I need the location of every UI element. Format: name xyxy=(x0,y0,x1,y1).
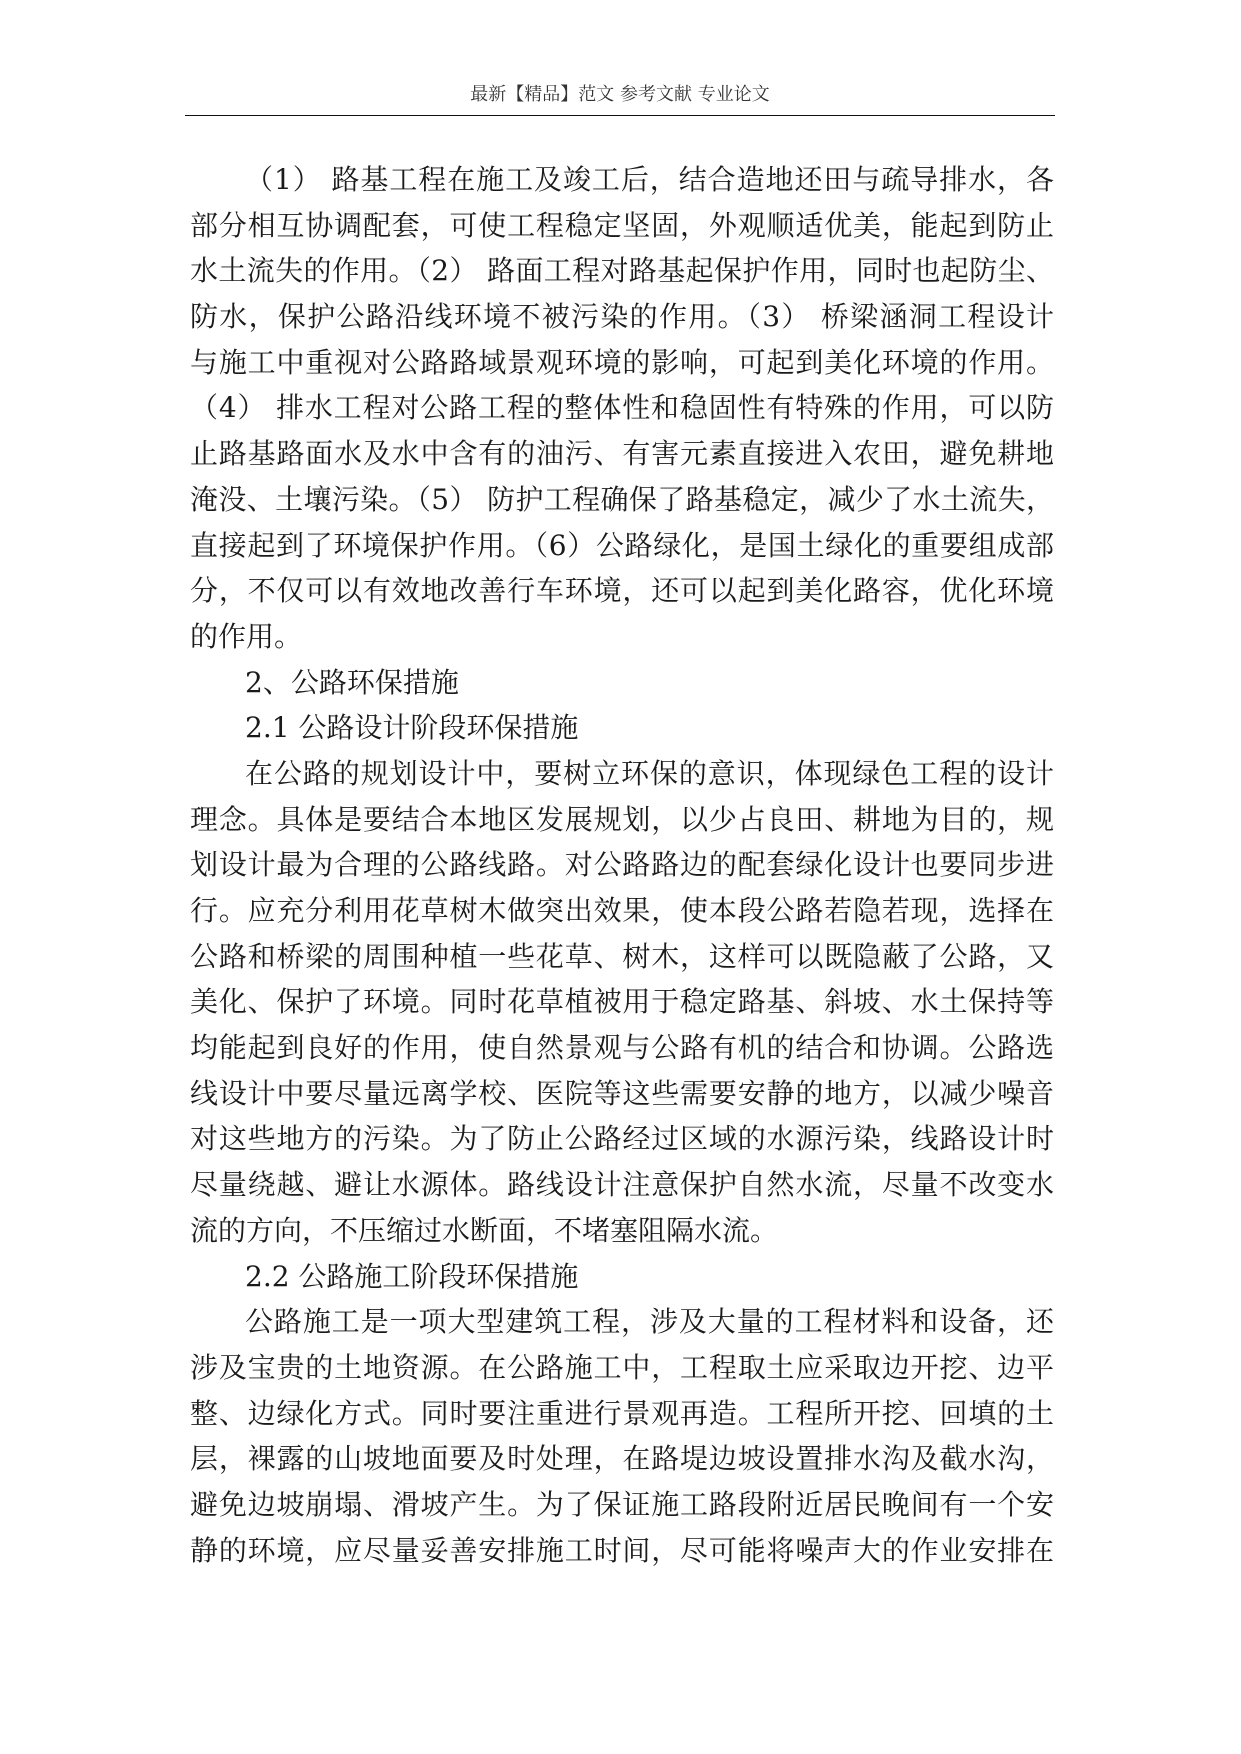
text-line: 理念。具体是要结合本地区发展规划，以少占良田、耕地为目的，规 xyxy=(190,802,1054,836)
text-line: 美化、保护了环境。同时花草植被用于稳定路基、斜坡、水土保持等 xyxy=(190,985,1054,1019)
text-line: 尽量绕越、避让水源体。路线设计注意保护自然水流，尽量不改变水 xyxy=(190,1168,1054,1202)
text-line: 整、边绿化方式。同时要注重进行景观再造。工程所开挖、回填的土 xyxy=(190,1396,1054,1430)
text-line: 流的方向，不压缩过水断面，不堵塞阻隔水流。 xyxy=(190,1213,779,1247)
subsection-heading: 2.1 公路设计阶段环保措施 xyxy=(245,711,579,745)
subsection-heading: 2.2 公路施工阶段环保措施 xyxy=(245,1259,579,1293)
text-line: 公路和桥梁的周围种植一些花草、树木，这样可以既隐蔽了公路，又 xyxy=(190,939,1054,973)
text-line: 静的环境，应尽量妥善安排施工时间，尽可能将噪声大的作业安排在 xyxy=(190,1533,1054,1567)
text-line: 行。应充分利用花草树木做突出效果，使本段公路若隐若现，选择在 xyxy=(190,894,1054,927)
text-line: （4） 排水工程对公路工程的整体性和稳固性有特殊的作用，可以防 xyxy=(190,391,1054,425)
page-header: 最新【精品】范文 参考文献 专业论文 xyxy=(470,84,770,105)
text-line: 止路基路面水及水中含有的油污、有害元素直接进入农田，避免耕地 xyxy=(190,437,1054,471)
text-line: 线设计中要尽量远离学校、医院等这些需要安静的地方，以减少噪音 xyxy=(190,1076,1054,1110)
text-line: 直接起到了环境保护作用。（6）公路绿化，是国土绿化的重要组成部 xyxy=(190,528,1054,562)
paragraph-design-stage xyxy=(190,751,1054,1254)
header-divider xyxy=(185,115,1055,116)
text-line: 涉及宝贵的土地资源。在公路施工中，工程取土应采取边开挖、边平 xyxy=(190,1350,1054,1384)
text-line: 对这些地方的污染。为了防止公路经过区域的水源污染，线路设计时 xyxy=(190,1122,1054,1156)
text-line: 在公路的规划设计中，要树立环保的意识，体现绿色工程的设计 xyxy=(245,756,1054,790)
text-line: 划设计最为合理的公路线路。对公路路边的配套绿化设计也要同步进 xyxy=(190,848,1054,882)
text-line: 防水，保护公路沿线环境不被污染的作用。（3） 桥梁涵洞工程设计 xyxy=(190,300,1054,334)
text-line: 公路施工是一项大型建筑工程，涉及大量的工程材料和设备，还 xyxy=(245,1305,1054,1339)
document-body xyxy=(190,157,1054,1573)
text-line: 淹没、土壤污染。（5） 防护工程确保了路基稳定，减少了水土流失， xyxy=(190,482,1054,516)
paragraph-construction-stage xyxy=(190,1299,1054,1573)
text-line: 水土流失的作用。（2） 路面工程对路基起保护作用，同时也起防尘、 xyxy=(190,254,1054,288)
text-line: （1） 路基工程在施工及竣工后，结合造地还田与疏导排水，各 xyxy=(245,163,1054,196)
text-line: 部分相互协调配套，可使工程稳定坚固，外观顺适优美，能起到防止 xyxy=(190,208,1054,242)
paragraph-pollution-roles xyxy=(190,157,1054,660)
section-heading: 2、公路环保措施 xyxy=(245,665,459,699)
text-line: 分，不仅可以有效地改善行车环境，还可以起到美化路容，优化环境 xyxy=(190,574,1054,608)
text-line: 均能起到良好的作用，使自然景观与公路有机的结合和协调。公路选 xyxy=(190,1031,1054,1065)
text-line: 避免边坡崩塌、滑坡产生。为了保证施工路段附近居民晚间有一个安 xyxy=(190,1487,1054,1521)
text-line: 层，裸露的山坡地面要及时处理，在路堤边坡设置排水沟及截水沟， xyxy=(190,1442,1054,1476)
text-line: 与施工中重视对公路路域景观环境的影响，可起到美化环境的作用。 xyxy=(190,345,1054,379)
text-line: 的作用。 xyxy=(190,619,303,653)
